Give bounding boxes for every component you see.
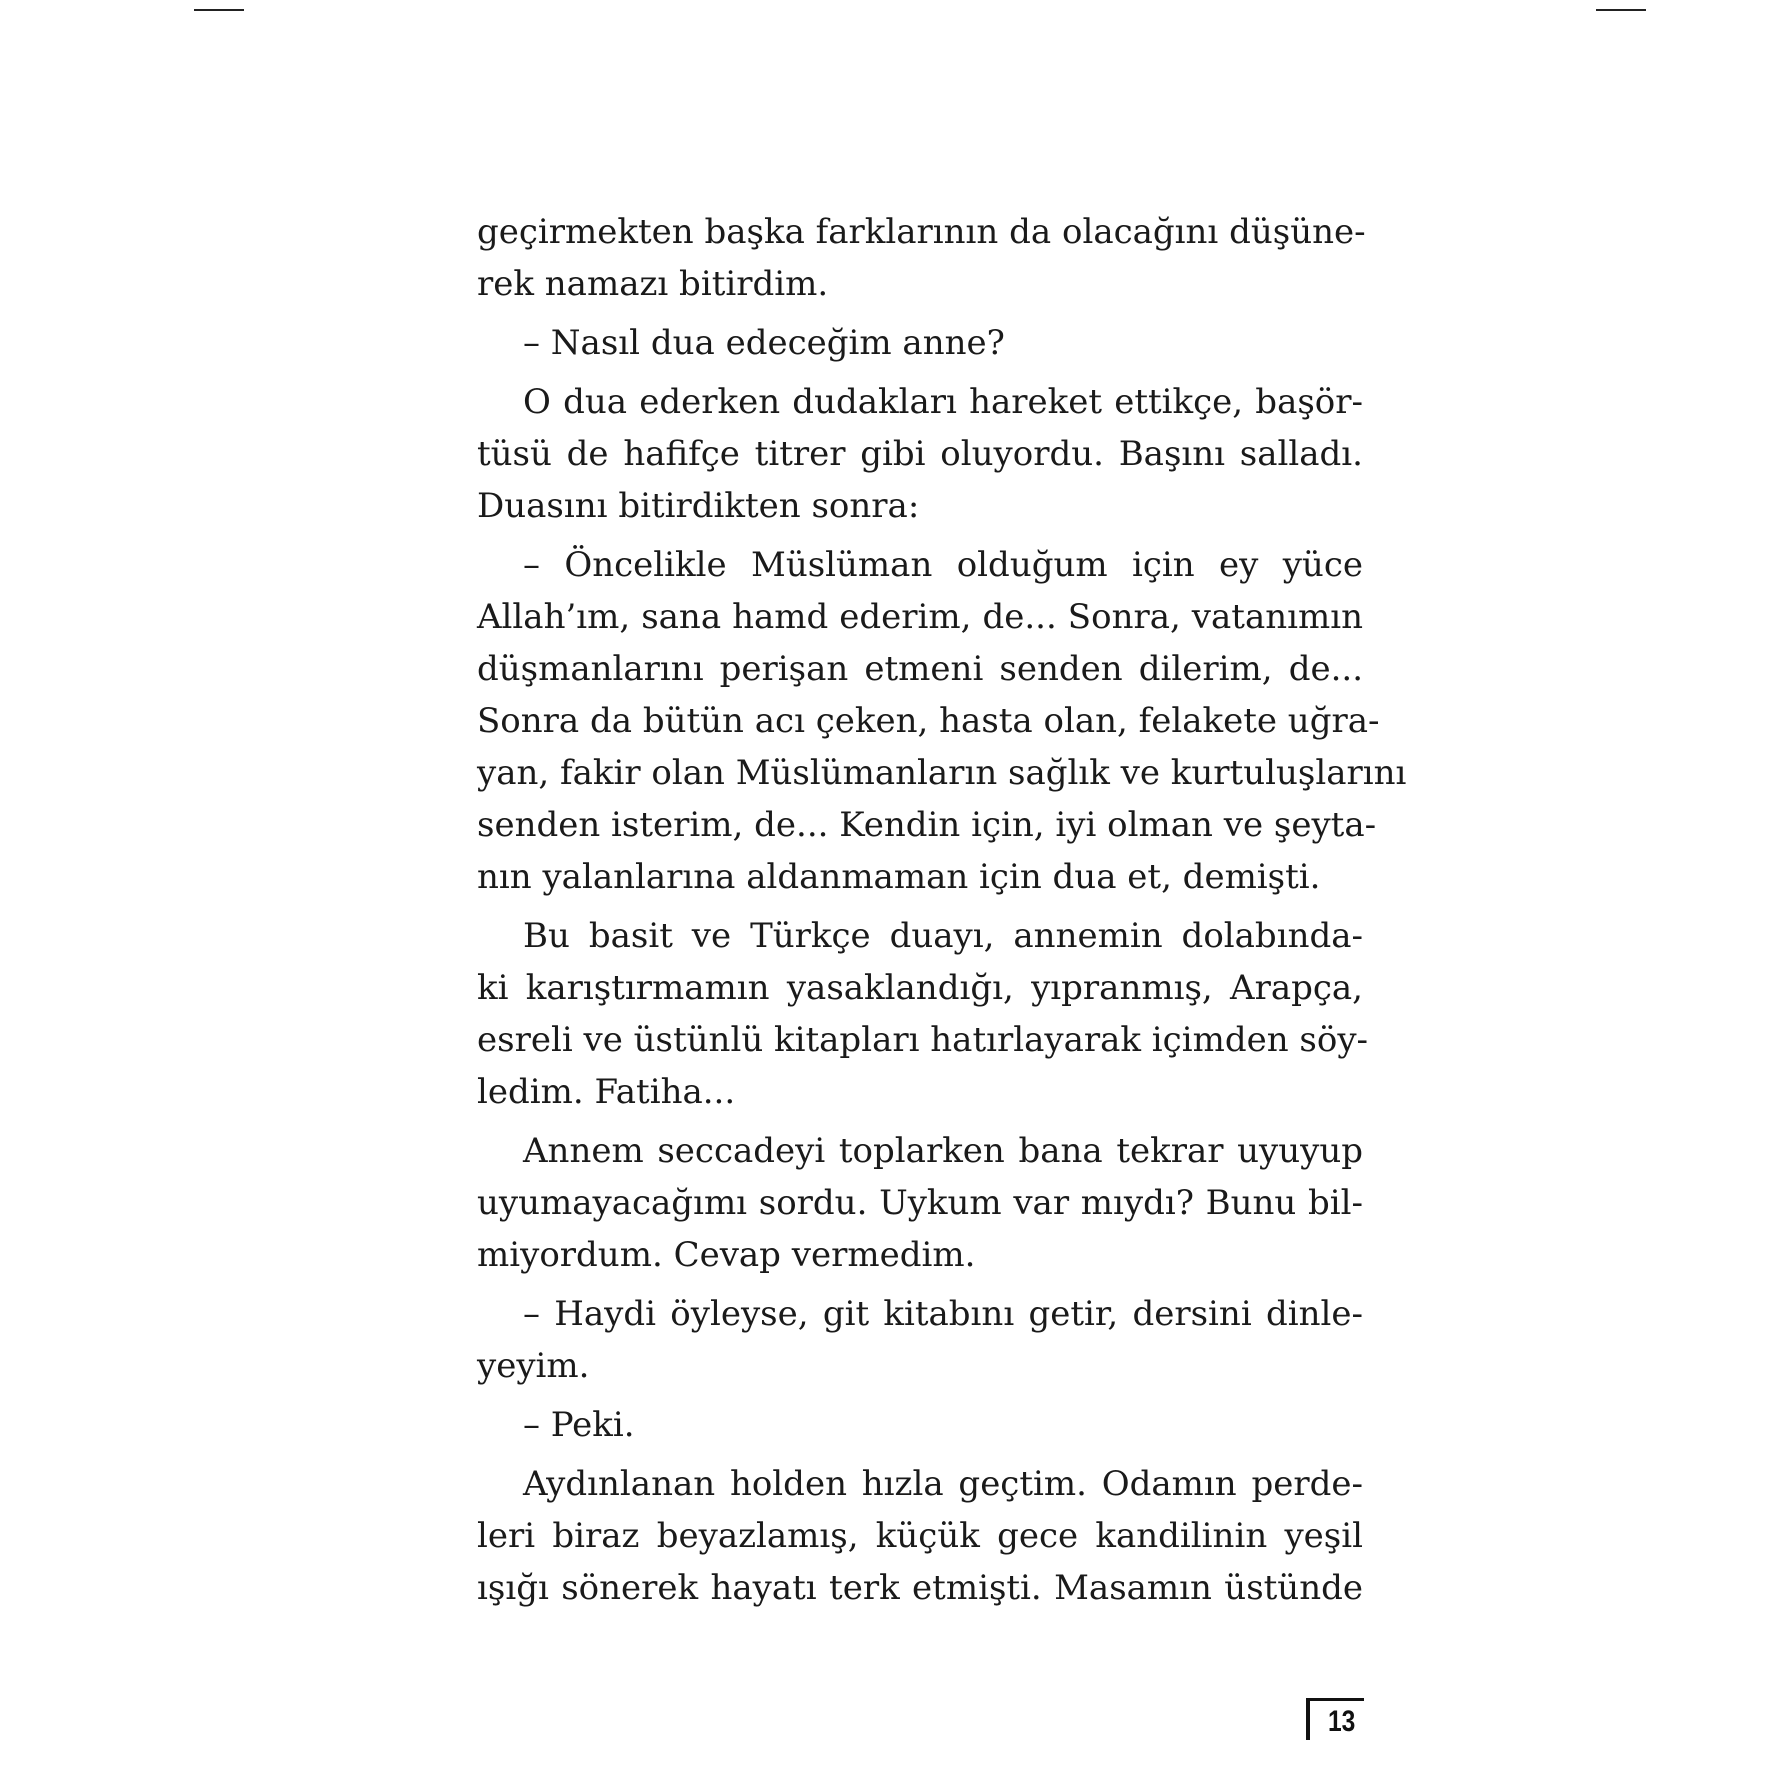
text-line: Duasını bitirdikten sonra: (477, 486, 920, 526)
text-line: nın yalanlarına aldanmaman için dua et, demişti. (477, 857, 1321, 897)
crop-mark-left (194, 9, 244, 11)
folio-bracket-horizontal (1306, 1698, 1364, 1701)
paragraph-gap (477, 903, 1363, 910)
text-line: uyumayacağımı sordu. Uykum var mıydı? Bunu bil- (477, 1183, 1363, 1223)
text-line: ışığı sönerek hayatı terk etmişti. Masamın üstünde (477, 1568, 1363, 1608)
text-line: Sonra da bütün acı çeken, hasta olan, felakete uğra- (477, 701, 1380, 741)
text-line: O dua ederken dudakları hareket ettikçe, başör- (523, 382, 1363, 422)
page-folio (1306, 1698, 1364, 1740)
paragraph-gap (477, 1118, 1363, 1125)
text-line: ledim. Fatiha... (477, 1072, 736, 1112)
paragraph (477, 910, 1369, 1118)
page-number: 13 (1328, 1705, 1356, 1738)
text-line: Bu basit ve Türkçe duayı, annemin dolabında- (523, 916, 1363, 956)
text-line: düşmanlarını perişan etmeni senden dilerim, de... (477, 649, 1363, 689)
paragraph (477, 1458, 1363, 1614)
text-line: rek namazı bitirdim. (477, 264, 829, 304)
text-line: tüsü de hafifçe titrer gibi oluyordu. Başını salladı. (477, 434, 1363, 474)
text-line: Aydınlanan holden hızla geçtim. Odamın perde- (523, 1464, 1363, 1504)
paragraph-gap (477, 1392, 1363, 1399)
text-line: geçirmekten başka farklarının da olacağını düşüne- (477, 212, 1366, 252)
paragraph (477, 1399, 1363, 1451)
text-line: – Nasıl dua edeceğim anne? (523, 323, 1005, 363)
text-line: leri biraz beyazlamış, küçük gece kandilinin yeşil (477, 1516, 1363, 1556)
paragraph (477, 317, 1363, 369)
paragraph-gap (477, 369, 1363, 376)
paragraph (477, 376, 1363, 532)
text-line: senden isterim, de... Kendin için, iyi olman ve şeyta- (477, 805, 1377, 845)
paragraph (477, 1288, 1363, 1392)
text-line: miyordum. Cevap vermedim. (477, 1235, 976, 1275)
text-line: Annem seccadeyi toplarken bana tekrar uyuyup (523, 1131, 1363, 1171)
paragraph (477, 539, 1407, 903)
paragraph (477, 1125, 1363, 1281)
text-line: esreli ve üstünlü kitapları hatırlayarak içimden söy- (477, 1020, 1369, 1060)
text-line: yan, fakir olan Müslümanların sağlık ve kurtuluşlarını (477, 753, 1407, 793)
text-line: ki karıştırmamın yasaklandığı, yıpranmış, Arapça, (477, 968, 1363, 1008)
text-line: – Öncelikle Müslüman olduğum için ey yüce (523, 545, 1363, 585)
paragraph (477, 206, 1366, 310)
paragraph-gap (477, 1281, 1363, 1288)
body-text (477, 206, 1407, 1614)
text-line: yeyim. (477, 1346, 590, 1386)
crop-mark-right (1596, 9, 1646, 11)
paragraph-gap (477, 532, 1363, 539)
text-line: Allah’ım, sana hamd ederim, de... Sonra, vatanımın (477, 597, 1363, 637)
folio-bracket-vertical (1306, 1698, 1310, 1740)
text-line: – Peki. (523, 1405, 635, 1445)
text-line: – Haydi öyleyse, git kitabını getir, dersini dinle- (523, 1294, 1363, 1334)
paragraph-gap (477, 1451, 1363, 1458)
paragraph-gap (477, 310, 1363, 317)
